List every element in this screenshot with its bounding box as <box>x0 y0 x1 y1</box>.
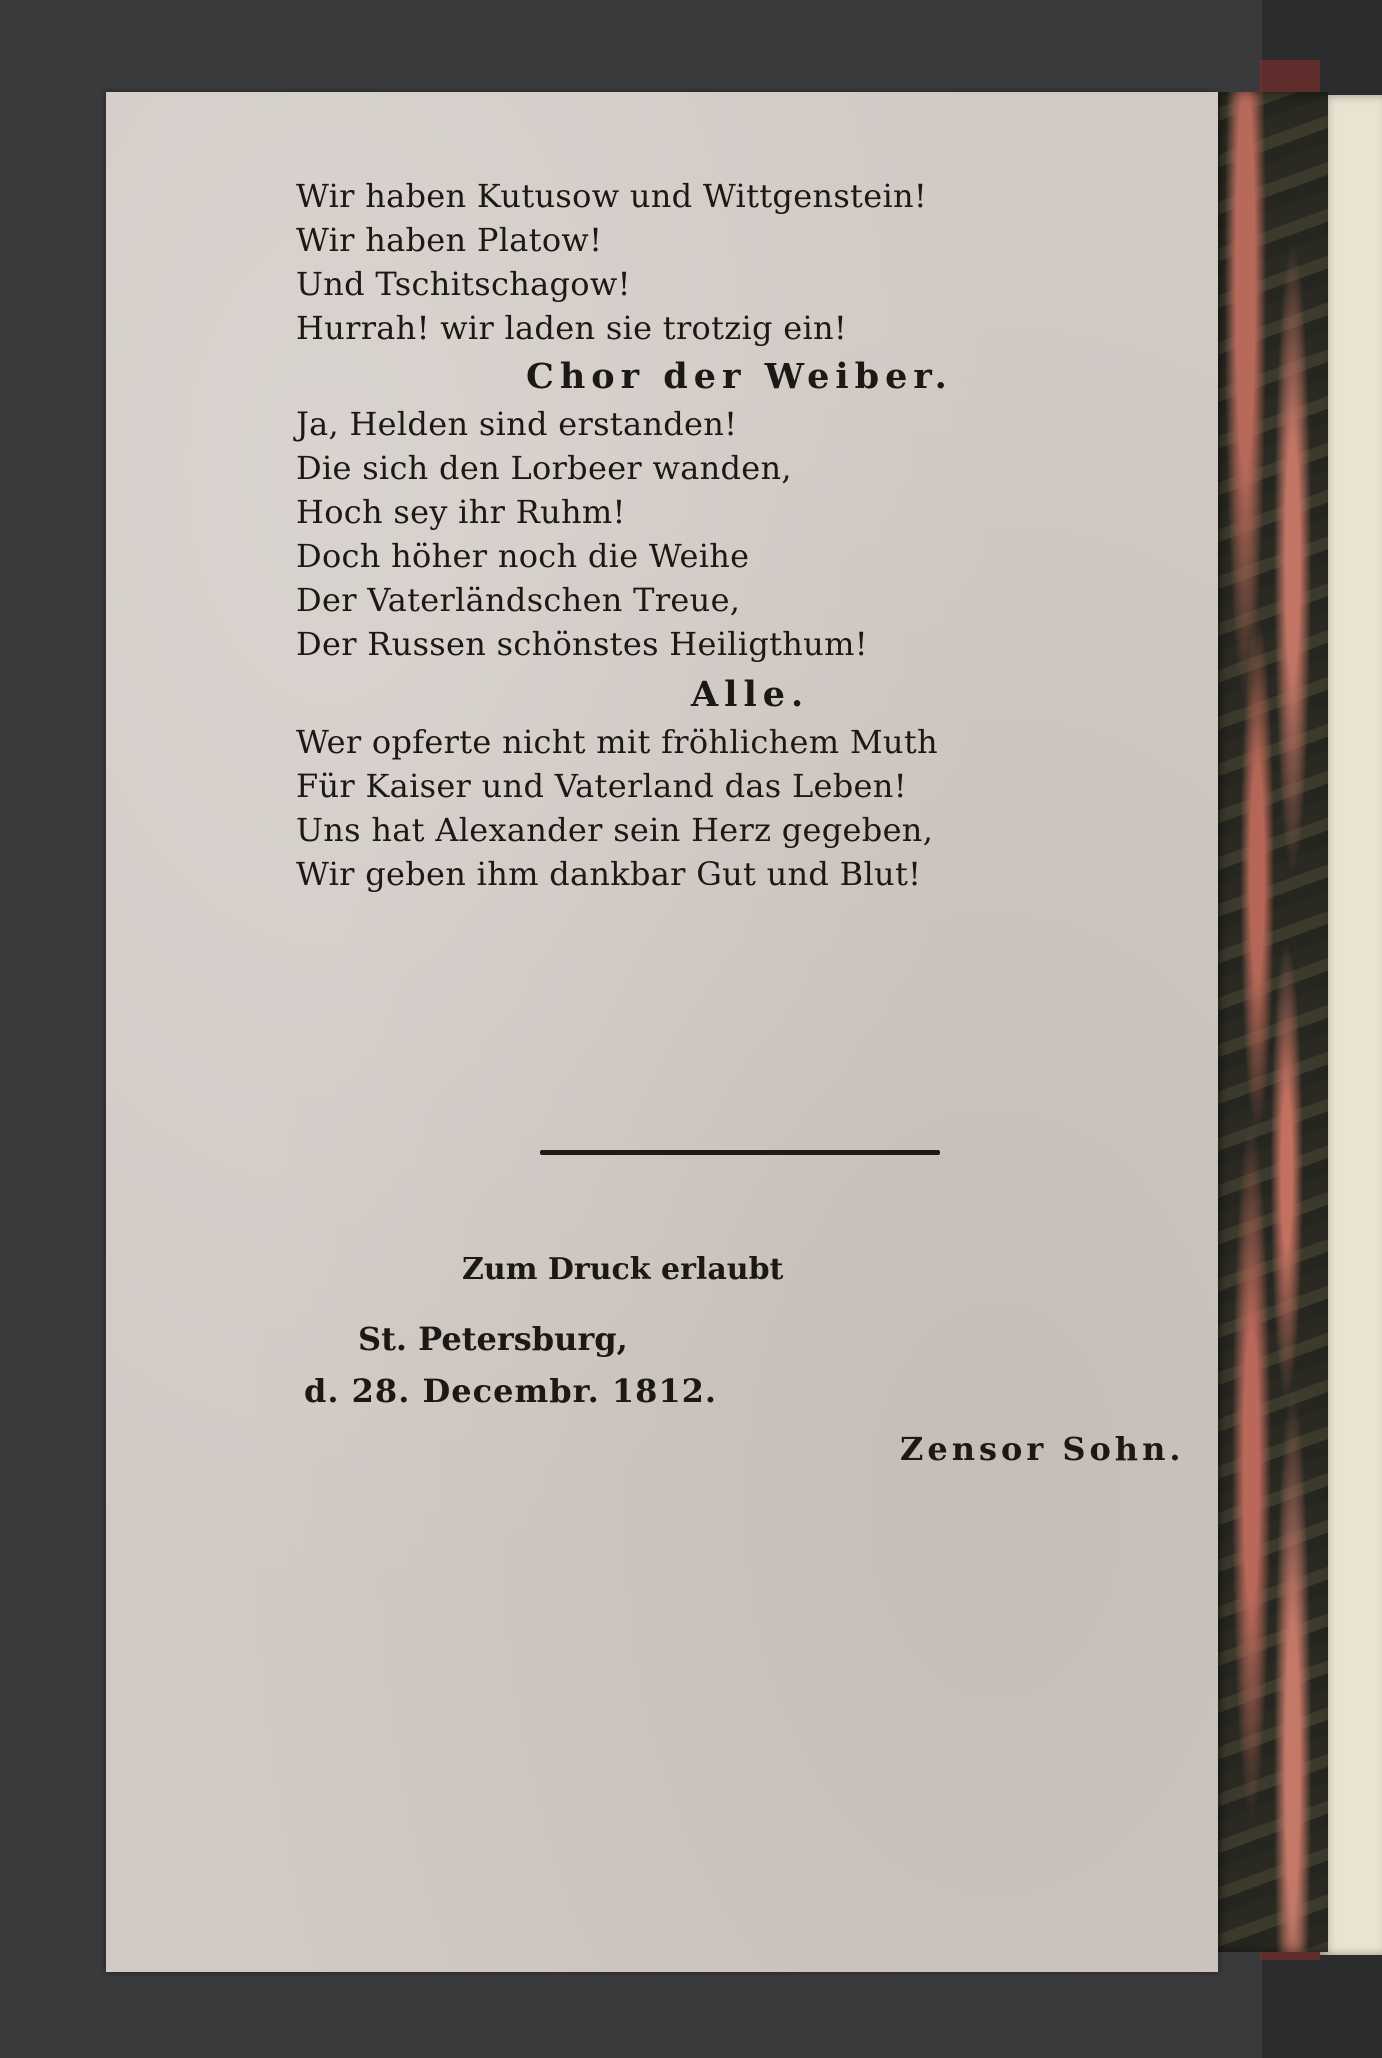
verse-line: Hurrah! wir laden sie trotzig ein! <box>296 309 848 347</box>
imprimatur: Zum Druck erlaubt <box>462 1252 784 1287</box>
verse-line: Wer opferte nicht mit fröhlichem Muth <box>296 723 938 761</box>
verse-line: Der Russen schönstes Heiligthum! <box>296 625 868 663</box>
verse-line: Der Vaterländschen Treue, <box>296 581 741 619</box>
verse-line: Wir geben ihm dankbar Gut und Blut! <box>296 855 922 893</box>
verse-line: Hoch sey ihr Ruhm! <box>296 493 626 531</box>
verse-line: Für Kaiser und Vaterland das Leben! <box>296 767 907 805</box>
book-page <box>106 92 1218 1972</box>
heading-chor-der-weiber: Chor der Weiber. <box>526 356 953 397</box>
print-date: d. 28. Decembr. 1812. <box>304 1372 718 1410</box>
verse-stanza-3 <box>296 720 1116 896</box>
divider-rule <box>540 1150 940 1155</box>
place-of-print: St. Petersburg, <box>358 1320 628 1358</box>
verse-line: Die sich den Lorbeer wanden, <box>296 449 792 487</box>
verse-stanza-1 <box>296 174 1116 350</box>
verse-line: Doch höher noch die Weihe <box>296 537 750 575</box>
next-page-edge <box>1320 95 1382 1955</box>
poem-text <box>296 174 1116 896</box>
verse-line: Wir haben Platow! <box>296 221 603 259</box>
verse-line: Uns hat Alexander sein Herz gegeben, <box>296 811 934 849</box>
verse-stanza-2 <box>296 402 1116 666</box>
verse-line: Ja, Helden sind erstanden! <box>296 405 738 443</box>
marbled-cover <box>1210 92 1328 1952</box>
verse-line: Wir haben Kutusow und Wittgenstein! <box>296 177 928 215</box>
censor-signature: Zensor Sohn. <box>900 1430 1185 1468</box>
heading-alle: Alle. <box>691 674 810 715</box>
verse-line: Und Tschitschagow! <box>296 265 631 303</box>
